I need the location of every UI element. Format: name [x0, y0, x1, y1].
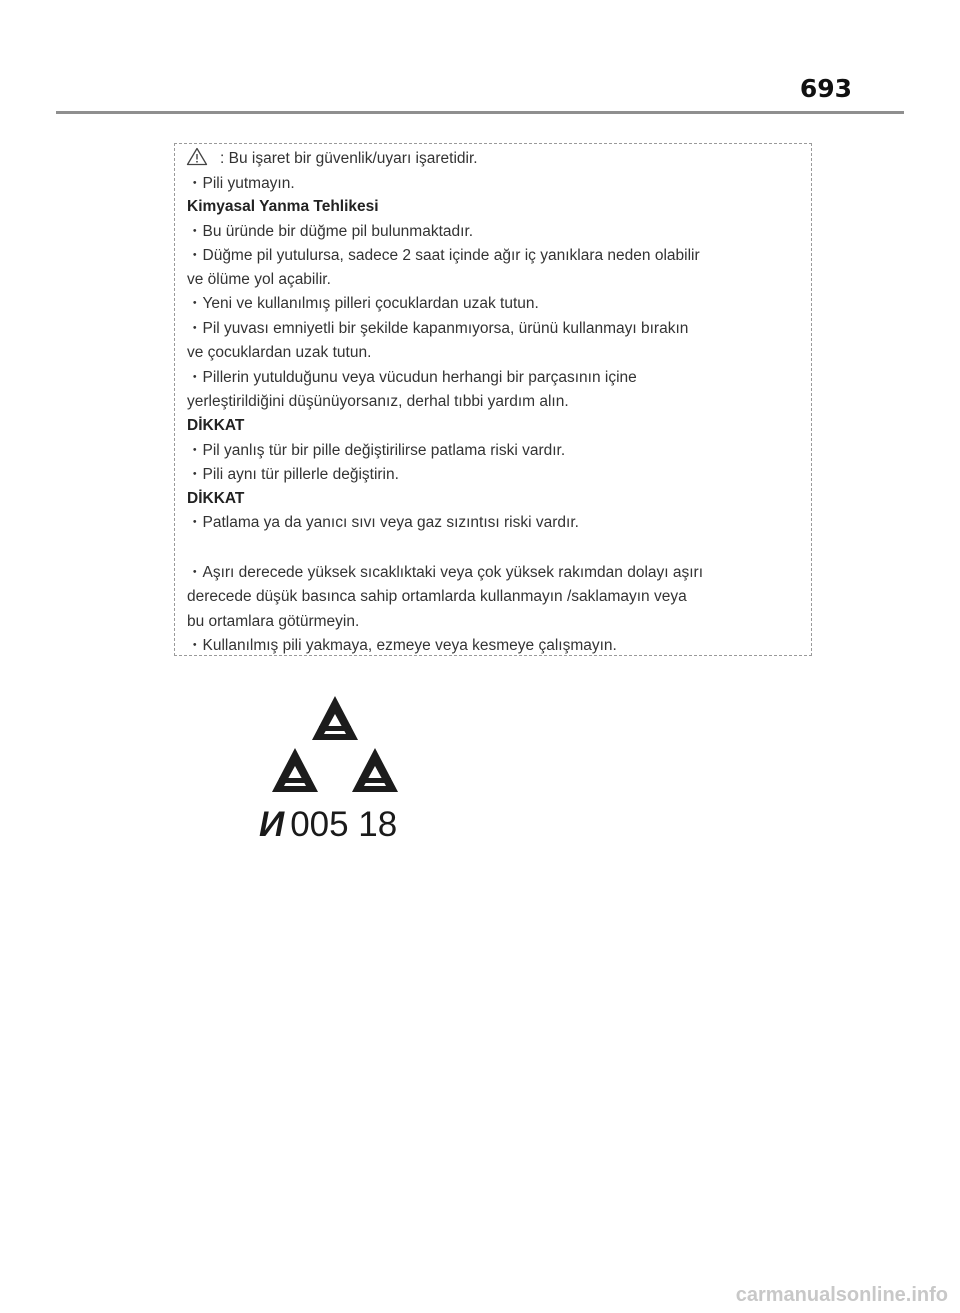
header-rule	[56, 111, 904, 114]
notice-line: ve ölüme yol açabilir.	[187, 271, 331, 288]
notice-line: ・Yeni ve kullanılmış pilleri çocuklardan uzak tutun.	[187, 295, 539, 312]
notice-line: ・Bu üründe bir düğme pil bulunmaktadır.	[187, 223, 474, 240]
notice-line: ・Aşırı derecede yüksek sıcaklıktaki veya çok yüksek rakımdan dolayı aşırı	[187, 564, 704, 581]
notice-line: yerleştirildiğini düşünüyorsanız, derhal tıbbi yardım alın.	[187, 393, 569, 410]
notice-line: ・Düğme pil yutulursa, sadece 2 saat içinde ağır iç yanıklara neden olabilir	[187, 247, 700, 264]
certification-mark-icon	[255, 692, 415, 797]
notice-line: ・Pil yuvası emniyetli bir şekilde kapanmıyorsa, ürünü kullanmayı bırakın	[187, 320, 689, 337]
notice-line: derecede düşük basınca sahip ortamlarda kullanmayın /saklamayın veya	[187, 588, 687, 605]
triangle-mark-left	[272, 748, 318, 792]
symbol-explanation	[186, 147, 478, 172]
notice-line: ・Pili yutmayın.	[187, 175, 295, 192]
notice-line: ・Pil yanlış tür bir pille değiştirilirse patlama riski vardır.	[187, 442, 566, 459]
notice-line: ve çocuklardan uzak tutun.	[187, 344, 372, 361]
warning-triangle-icon	[186, 147, 208, 172]
triangle-mark-top	[312, 696, 358, 740]
site-watermark: carmanualsonline.info	[735, 1284, 948, 1306]
notice-line: bu ortamlara götürmeyin.	[187, 613, 360, 630]
certification-symbol: И	[259, 805, 285, 844]
certification-code	[259, 805, 397, 845]
page-number: 693	[799, 74, 852, 103]
section-heading: DİKKAT	[187, 417, 245, 434]
notice-line: ・Patlama ya da yanıcı sıvı veya gaz sızıntısı riski vardır.	[187, 514, 579, 531]
section-heading: DİKKAT	[187, 490, 245, 507]
notice-line: ・Pillerin yutulduğunu veya vücudun herhangi bir parçasının içine	[187, 369, 637, 386]
symbol-explanation-text: : Bu işaret bir güvenlik/uyarı işaretidir.	[220, 150, 478, 167]
section-heading: Kimyasal Yanma Tehlikesi	[187, 198, 379, 215]
triangle-mark-right	[352, 748, 398, 792]
notice-line: ・Pili aynı tür pillerle değiştirin.	[187, 466, 399, 483]
certification-number: 005 18	[290, 805, 398, 844]
notice-line: ・Kullanılmış pili yakmaya, ezmeye veya kesmeye çalışmayın.	[187, 637, 617, 654]
